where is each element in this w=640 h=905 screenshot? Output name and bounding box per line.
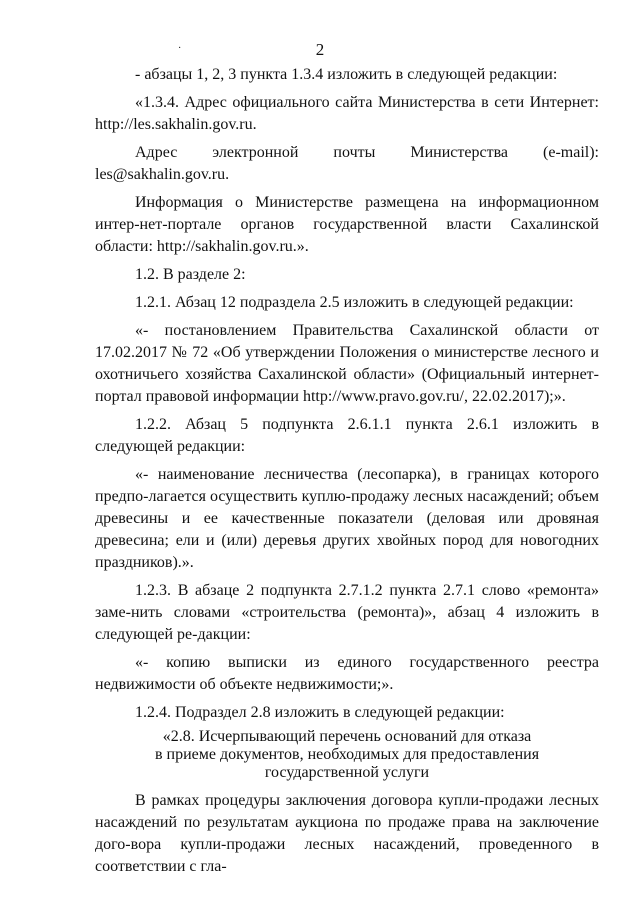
paragraph-section-2: 1.2. В разделе 2:: [135, 266, 246, 283]
paragraph-registry: «- копию выписки из единого государственного реестра недвижимости об объекте недвижимости;».: [95, 654, 599, 693]
document-body: [95, 64, 599, 878]
heading-line-3: государственной услуги: [264, 764, 430, 781]
paragraph-forestry: «- наименование лесничества (лесопарка), в границах которого предпо-лагается осуществить куплю-продажу лесных насаждений; объем древесины и ее качественные показатели (деловая или дровяная древесина; ели и (или) деревья других хвойных пород для новогодних праздников).».: [95, 466, 599, 571]
heading-line-1: «2.8. Исчерпывающий перечень оснований для отказа: [162, 728, 532, 745]
paragraph-decree: «- постановлением Правительства Сахалинской области от 17.02.2017 № 72 «Об утверждении Положения о министерстве лесного и охотничьего хозяйства Сахалинской области» (Официальный интернет-портал правовой информации http://www.pravo.gov.ru/, 22.02.2017);».: [95, 322, 599, 405]
heading-line-2: в приеме документов, необходимых для предоставления: [154, 746, 540, 763]
paragraph-1-2-4: 1.2.4. Подраздел 2.8 изложить в следующей редакции:: [135, 704, 505, 721]
paragraph-email: Адрес электронной почты Министерства (e-mail): les@sakhalin.gov.ru.: [95, 144, 599, 183]
paragraph-auction: В рамках процедуры заключения договора купли-продажи лесных насаждений по результатам аукциона по продаже права на заключение дого-вора купли-продажи лесных насаждений, проведенного в соответствии с гла-: [95, 792, 599, 875]
subsection-heading: [95, 728, 599, 782]
paragraph-1-2-3: 1.2.3. В абзаце 2 подпункта 2.7.1.2 пункта 2.7.1 слово «ремонта» заме-нить словами «строительства (ремонта)», абзац 4 изложить в следующей ре-дакции:: [95, 582, 599, 643]
page-number: 2: [315, 40, 325, 59]
paragraph-portal: Информация о Министерстве размещена на информационном интер-нет-портале органов государственной власти Сахалинской области: http://sakhalin.gov.ru.».: [95, 194, 599, 255]
page-mark: ·: [178, 43, 182, 54]
paragraph-amend-1-3-4: - абзацы 1, 2, 3 пункта 1.3.4 изложить в следующей редакции:: [135, 66, 558, 83]
paragraph-1-2-1: 1.2.1. Абзац 12 подраздела 2.5 изложить в следующей редакции:: [135, 294, 574, 311]
paragraph-1-2-2: 1.2.2. Абзац 5 подпункта 2.6.1.1 пункта 2.6.1 изложить в следующей редакции:: [95, 416, 599, 455]
paragraph-website: «1.3.4. Адрес официального сайта Министерства в сети Интернет: http://les.sakhalin.gov.ru.: [95, 94, 599, 133]
